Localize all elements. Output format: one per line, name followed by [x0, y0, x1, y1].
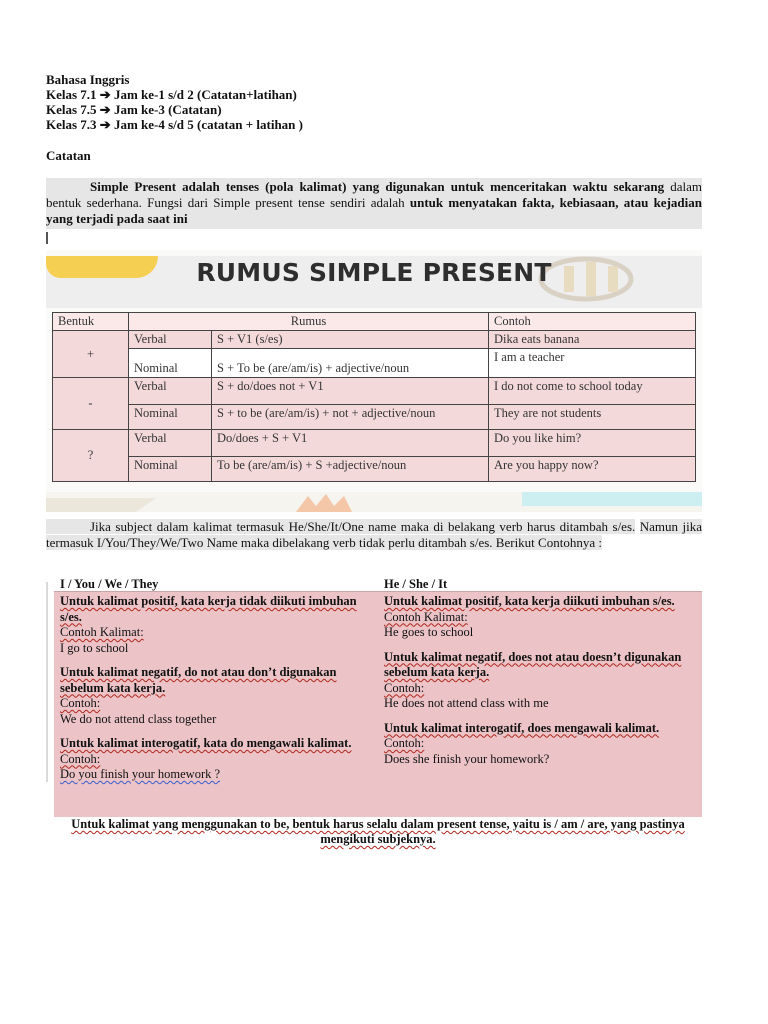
positive-rule: Untuk kalimat positif, kata kerja tidak diikuti imbuhan s/es. [60, 594, 357, 624]
subject-rule-text-2: Namun jika termasuk I/You/They/We/Two Name maka dibelakang verb tidak perlu ditambah s/es. Berikut Contohnya : [46, 519, 702, 550]
example-sentence: I go to school [60, 640, 129, 655]
example-sentence: Does she finish your homework? [384, 751, 550, 766]
header-singular-subjects: He / She / It [384, 577, 448, 591]
col-header-bentuk: Bentuk [53, 313, 129, 331]
example-cell: Do you like him? [489, 430, 696, 457]
example-cell: Are you happy now? [489, 457, 696, 482]
formula-cell: Do/does + S + V1 [212, 430, 489, 457]
form-symbol-question: ? [53, 430, 129, 482]
intro-bold-function: untuk menyatakan fakta, kebiasaan, atau kejadian yang terjadi pada saat ini [46, 195, 702, 226]
schedule-line-7-5: Kelas 7.5 ➔ Jam ke-3 (Catatan) [46, 102, 222, 117]
examples-left-column [60, 594, 360, 783]
formula-cell: To be (are/am/is) + S +adjective/noun [212, 457, 489, 482]
form-type: Nominal [129, 405, 212, 430]
table-row [53, 457, 696, 482]
examples-header-row [54, 575, 702, 592]
form-type: Verbal [129, 430, 212, 457]
example-label: Contoh: [384, 736, 425, 750]
schedule-line-7-1: Kelas 7.1 ➔ Jam ke-1 s/d 2 (Catatan+latihan) [46, 87, 297, 102]
formula-image [46, 250, 702, 512]
header-plural-subjects: I / You / We / They [60, 577, 159, 591]
example-label: Contoh: [384, 680, 425, 695]
col-header-rumus: Rumus [129, 313, 489, 331]
negative-rule: Untuk kalimat negatif, does not atau doesn’t digunakan sebelum kata kerja. [384, 649, 682, 679]
form-symbol-positive: + [53, 331, 129, 378]
table-row [53, 405, 696, 430]
table-row [53, 378, 696, 405]
example-label: Contoh Kalimat: [384, 609, 468, 624]
section-title: Catatan [46, 148, 91, 163]
subject-rule-text-1: Jika subject dalam kalimat termasuk He/She/It/One name maka di belakang verb harus ditambah s/es. [90, 519, 636, 534]
table-row [53, 331, 696, 349]
decorative-bottom-strip [46, 492, 702, 512]
form-symbol-negative: - [53, 378, 129, 430]
example-cell: I am a teacher [489, 349, 696, 378]
examples-table [54, 575, 702, 847]
table-row [53, 430, 696, 457]
margin-mark [46, 582, 48, 782]
document-header [46, 72, 303, 132]
formula-table [52, 312, 696, 482]
interrogative-rule: Untuk kalimat interogatif, does mengawali kalimat. [384, 720, 660, 735]
example-cell: Dika eats banana [489, 331, 696, 349]
schedule-line-7-3: Kelas 7.3 ➔ Jam ke-4 s/d 5 (catatan + latihan ) [46, 117, 303, 132]
example-sentence: He does not attend class with me [384, 696, 549, 710]
form-type: Nominal [129, 349, 212, 378]
intro-text: dalam bentuk sederhana. Fungsi dari Simple present tense sendiri adalah [46, 179, 703, 210]
negative-rule: Untuk kalimat negatif, do not atau don’t digunakan sebelum kata kerja. [60, 665, 337, 695]
example-label: Contoh: [60, 751, 101, 766]
example-sentence: We do not attend class together [60, 711, 217, 726]
example-cell: They are not students [489, 405, 696, 430]
formula-cell: S + do/does not + V1 [212, 378, 489, 405]
subject-rule-paragraph [46, 519, 702, 551]
example-sentence: Do you finish your homework ? [60, 767, 221, 781]
form-type: Verbal [129, 331, 212, 349]
formula-cell: S + V1 (s/es) [212, 331, 489, 349]
cursor-mark [46, 232, 48, 244]
formula-cell: S + to be (are/am/is) + not + adjective/noun [212, 405, 489, 430]
intro-paragraph [46, 178, 702, 229]
example-sentence: He goes to school [384, 625, 474, 639]
form-type: Nominal [129, 457, 212, 482]
formula-cell: S + To be (are/am/is) + adjective/noun [212, 349, 489, 378]
interrogative-rule: Untuk kalimat interogatif, kata do mengawali kalimat. [60, 736, 352, 750]
positive-rule: Untuk kalimat positif, kata kerja diikuti imbuhan s/es. [384, 594, 675, 608]
col-header-contoh: Contoh [489, 313, 696, 331]
form-type: Verbal [129, 378, 212, 405]
examples-right-column [384, 594, 684, 767]
example-cell: I do not come to school today [489, 378, 696, 405]
example-label: Contoh Kalimat: [60, 625, 144, 639]
subject-title: Bahasa Inggris [46, 72, 130, 87]
formula-title: RUMUS SIMPLE PRESENT [196, 258, 552, 287]
example-label: Contoh: [60, 696, 101, 710]
intro-bold-definition: Simple Present adalah tenses (pola kalimat) yang digunakan untuk menceritakan waktu sekarang [90, 179, 665, 194]
table-row [53, 349, 696, 378]
to-be-note: Untuk kalimat yang menggunakan to be, bentuk harus selalu dalam present tense, yaitu is / am / are, yang pastinya mengikuti subjeknya. [54, 817, 702, 847]
